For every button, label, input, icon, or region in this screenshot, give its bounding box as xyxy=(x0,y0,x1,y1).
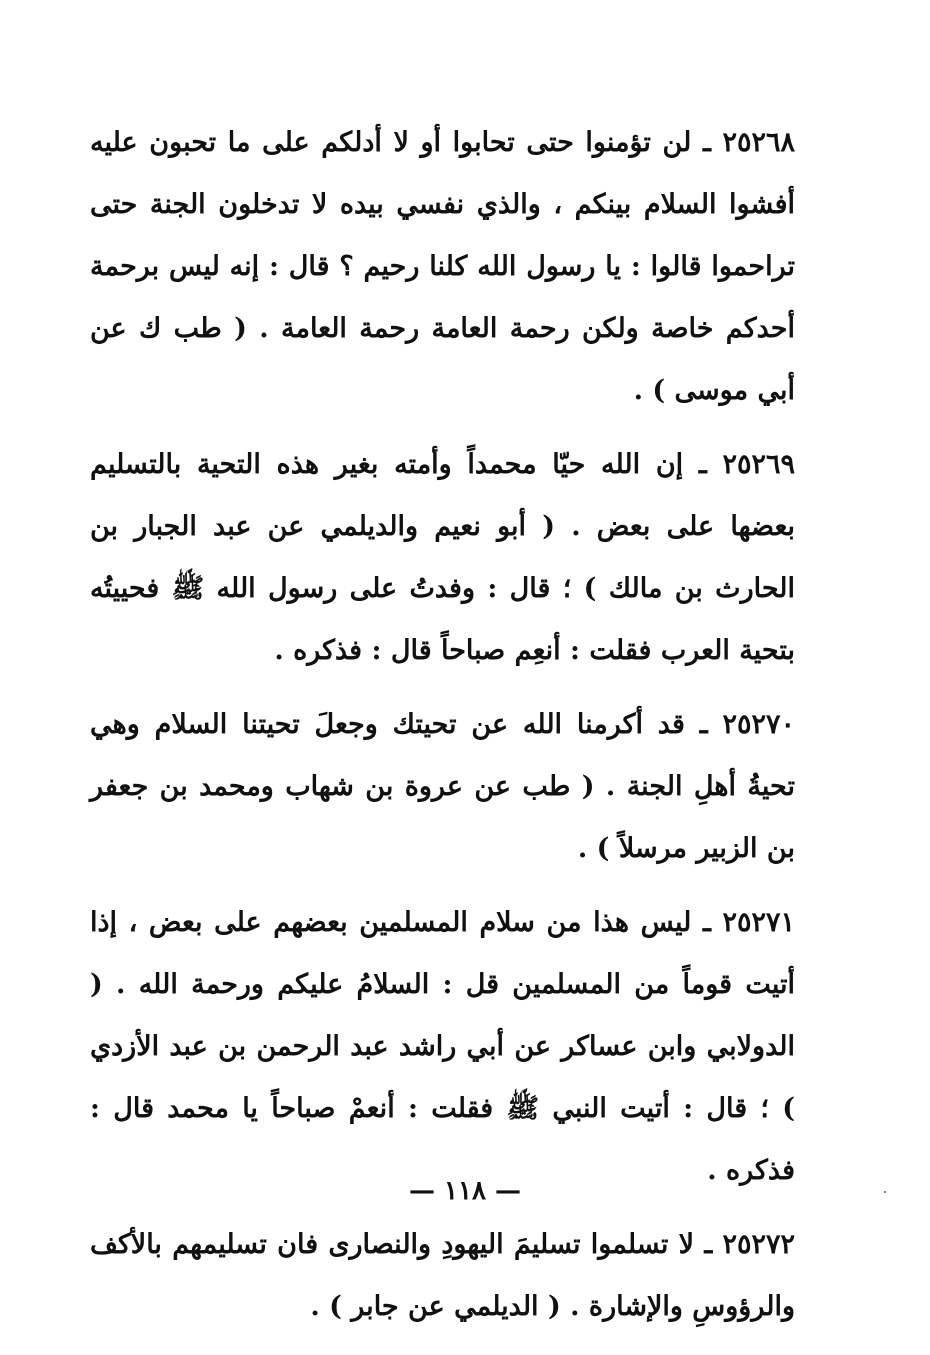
hadith-25272 xyxy=(90,1214,795,1338)
hadith-number: ٢٥٢٦٨ xyxy=(722,127,795,158)
hadith-number: ٢٥٢٧٠ xyxy=(722,709,796,740)
hadith-number: ٢٥٢٧٢ xyxy=(722,1229,795,1260)
hadith-separator: ـ xyxy=(691,127,723,158)
hadith-body: ليس هذا من سلام المسلمين بعضهم على بعض ، إذا أتيت قوماً من المسلمين قل : السلامُ عليكم ورحمة الله . ( الدولابي وابن عساكر عن أبي راشد عبد الرحمن بن عبد الأزدي ) ؛ قال : أتيت النبي ﷺ فقلت : أنعمْ صباحاً يا محمد قال : فذكره . xyxy=(90,907,795,1186)
hadith-separator: ـ xyxy=(684,709,723,740)
hadith-25269 xyxy=(90,434,795,682)
scan-speck xyxy=(884,1191,886,1193)
hadith-body: إن الله حيّا محمداً وأمته بغير هذه التحية بالتسليم بعضها على بعض . ( أبو نعيم والديلمي عن عبد الجبار بن الحارث بن مالك ) ؛ قال : وفدتُ على رسول الله ﷺ فحييتُه بتحية العرب فقلت : أنعِم صباحاً قال : فذكره . xyxy=(90,449,795,666)
hadith-number: ٢٥٢٦٩ xyxy=(722,449,795,480)
hadith-separator: ـ xyxy=(683,449,723,480)
hadith-number: ٢٥٢٧١ xyxy=(722,907,795,938)
hadith-body: لن تؤمنوا حتى تحابوا أو لا أدلكم على ما تحبون عليه أفشوا السلام بينكم ، والذي نفسي بيده لا تدخلون الجنة حتى تراحموا قالوا : يا رسول الله كلنا رحيم ؟ قال : إنه ليس برحمة أحدكم خاصة ولكن رحمة العامة رحمة العامة . ( طب ك عن أبي موسى ) . xyxy=(90,127,795,406)
hadith-separator: ـ xyxy=(694,1229,723,1260)
hadith-separator: ـ xyxy=(691,907,723,938)
hadith-text-block xyxy=(90,112,795,1350)
hadith-body: لا تسلموا تسليمَ اليهودِ والنصارى فان تسليمهم بالأكف والرؤوسِ والإشارة . ( الديلمي عن جابر ) . xyxy=(90,1229,795,1322)
page-number: — ١١٨ — xyxy=(408,1176,522,1206)
hadith-body: قد أكرمنا الله عن تحيتك وجعلَ تحيتنا السلام وهي تحيةُ أهلِ الجنة . ( طب عن عروة بن شهاب ومحمد بن جعفر بن الزبير مرسلاً ) . xyxy=(90,709,795,864)
hadith-25271 xyxy=(90,892,795,1202)
hadith-25270 xyxy=(90,694,795,880)
hadith-25268 xyxy=(90,112,795,422)
